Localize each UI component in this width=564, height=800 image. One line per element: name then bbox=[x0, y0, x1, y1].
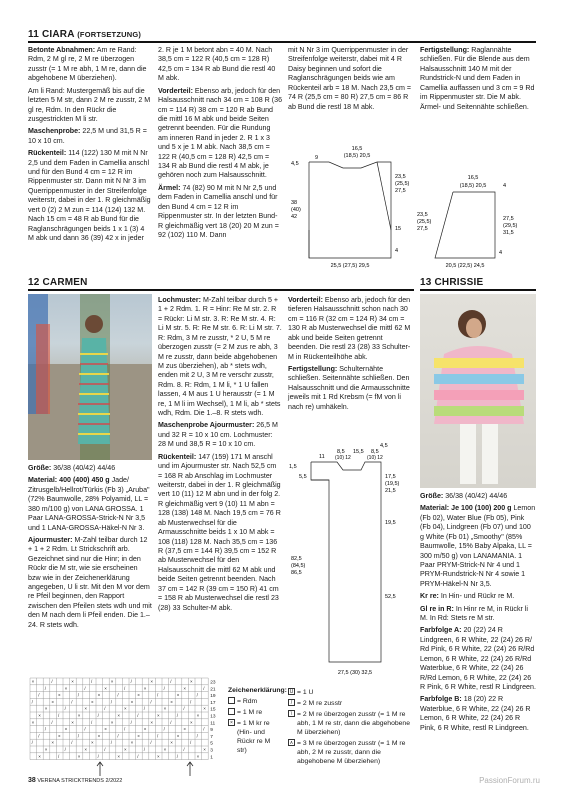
chart-cell-symbol: × bbox=[110, 679, 114, 684]
paragraph bbox=[158, 46, 282, 84]
paragraph-heading: Rückenteil: bbox=[28, 149, 67, 158]
chart-cell-symbol: × bbox=[71, 679, 74, 684]
paragraph-heading: Farbfolge A: bbox=[420, 626, 462, 635]
chart-cell-symbol: × bbox=[190, 679, 193, 684]
ciara-s1-left3: 42 bbox=[291, 214, 298, 220]
paragraph-heading: Größe: bbox=[420, 492, 444, 500]
chart-cell-symbol: / bbox=[130, 679, 132, 684]
chart-cell-symbol: / bbox=[170, 719, 172, 725]
chart-cell-symbol: / bbox=[31, 699, 33, 705]
chart-cell-symbol: × bbox=[143, 726, 147, 732]
chart-cell-symbol: × bbox=[84, 706, 88, 712]
magazine-name: VERENA STRICKTRENDS 2/2022 bbox=[37, 778, 123, 784]
legend-symbol-icon bbox=[228, 708, 235, 715]
chart-cell-symbol: × bbox=[124, 747, 127, 752]
chart-cell-symbol: × bbox=[84, 747, 88, 752]
chart-cell-symbol: / bbox=[143, 747, 146, 752]
carmen-s-11: 11 bbox=[319, 454, 325, 460]
chart-cell-symbol: × bbox=[196, 713, 200, 718]
carmen-s-l2: (84,5) bbox=[291, 563, 306, 569]
chart-cell-symbol: / bbox=[157, 692, 159, 698]
ciara-s1-top: 16,5 bbox=[351, 146, 363, 152]
paragraph-heading: Vorderteil: bbox=[158, 86, 193, 95]
paragraph bbox=[420, 492, 536, 501]
chart-arrow-right bbox=[97, 762, 103, 776]
chart-cell-symbol: / bbox=[84, 685, 86, 691]
paragraph bbox=[28, 87, 152, 125]
chart-cell-symbol: / bbox=[196, 692, 198, 698]
paragraph-heading: Material: 400 (400) 450 g bbox=[28, 476, 110, 485]
chart-cell-symbol: / bbox=[150, 699, 152, 705]
chart-cell-symbol: / bbox=[51, 719, 53, 725]
chart-row-number: 15 bbox=[210, 707, 216, 713]
paragraph-text: mit N Nr 3 im Querrippenmuster in der Streifenfolge weiterstr, dabei mit 4 R Daisy beginnen und sofort die Raglanschrägungen beids wie am Rückenteil arb = 18 M. Nach 23,5 cm = 74 R (25,5 cm = 80 R) 27,5 cm = 86 R ab Bund die restl 18 M abk. bbox=[288, 46, 412, 111]
chart-cell-symbol: / bbox=[71, 740, 73, 746]
paragraph-text: 22,5 M und 31,5 R = 10 x 10 cm. bbox=[28, 127, 147, 145]
paragraph-heading: Fertigstellung: bbox=[420, 46, 470, 54]
ciara-s2-right3: 31,5 bbox=[503, 230, 514, 236]
paragraph-heading: Ajourmuster: bbox=[28, 535, 73, 544]
divider-chrissie bbox=[420, 289, 536, 291]
paragraph bbox=[420, 592, 536, 601]
chart-cell-symbol: × bbox=[150, 719, 154, 725]
ciara-s1-left2: (40) bbox=[291, 207, 301, 213]
paragraph bbox=[420, 695, 536, 733]
chart-cell-symbol: × bbox=[157, 753, 160, 759]
paragraph bbox=[420, 626, 536, 692]
paragraph-text: Am li Rand: Mustergemäß bis auf die letzten 5 M str, dann 2 M re zusstr, 2 M gl re, Rdm. In den Rückr die zusgestrickten M li str. bbox=[28, 86, 151, 123]
chart-cell-symbol: / bbox=[38, 733, 40, 739]
legend-block-2 bbox=[288, 686, 412, 766]
chart-cell-symbol: / bbox=[190, 699, 192, 705]
paragraph-text: Lemon (Fb 02), Water Blue (Fb 05), Pink (Fb 04), Lindgreen (Fb 07) und 100 g White (Fb 01) „Smoothy" (85% Baumwolle, 15% Baby Alpaka, LL = 300 m/50 g) von LANAMANIA. 1 Paar PRYM-Strick-N Nr 4 und 1 PRYM-Rundstrick-N Nr 4 sowie 1 PRYM-Häkel-N Nr 3,5. bbox=[420, 504, 536, 588]
ciara-s1-right1: 23,5 bbox=[395, 174, 406, 180]
chrissie-column-1 bbox=[420, 492, 536, 736]
chart-cell-symbol: × bbox=[176, 692, 180, 698]
ciara-column-3 bbox=[288, 46, 412, 115]
chart-cell-symbol: / bbox=[124, 726, 126, 732]
chart-cell-symbol: / bbox=[58, 713, 60, 718]
chart-cell-symbol: × bbox=[117, 753, 121, 759]
paragraph bbox=[420, 605, 536, 624]
paragraph bbox=[420, 46, 536, 112]
chart-cell-symbol: × bbox=[137, 692, 140, 698]
chart-cell-symbol: × bbox=[170, 699, 173, 705]
chart-cell-symbol: / bbox=[31, 740, 33, 746]
carmen-s-r1: 17,5 bbox=[385, 474, 396, 480]
chart-arrow-left bbox=[187, 762, 193, 776]
legend-title: Zeichenerklärung: bbox=[228, 687, 287, 694]
chart-cell-symbol: / bbox=[110, 699, 113, 705]
paragraph-text: 74 (82) 90 M mit N Nr 2,5 und dem Faden in Camellia anschl und für den Bund 4 cm = 12 R im Rippenmuster str. In der letzten Bund-R gleichmäßig vert 18 (20) 20 M zun = 92 (102) 110 M. Dann bbox=[158, 183, 279, 240]
carmen-s-top2: 8,5 bbox=[337, 449, 345, 455]
ciara-column-2 bbox=[158, 46, 282, 243]
chart-cell-symbol: × bbox=[91, 740, 94, 746]
paragraph bbox=[28, 46, 152, 84]
chart-cell-symbol: / bbox=[170, 679, 172, 684]
chart-cell-symbol: × bbox=[183, 726, 187, 732]
chart-cell-symbol: × bbox=[38, 753, 41, 759]
ciara-s2-top: 16,5 bbox=[467, 175, 479, 181]
chart-cell-symbol: × bbox=[137, 733, 140, 739]
legend-block-1 bbox=[228, 686, 287, 755]
chart-cell-symbol: / bbox=[91, 679, 93, 684]
paragraph-heading: Fertigstellung: bbox=[288, 364, 338, 373]
chart-cell-symbol: / bbox=[190, 740, 192, 746]
chart-cell-symbol: × bbox=[130, 699, 134, 705]
chart-cell-symbol: × bbox=[117, 713, 121, 718]
ciara-column-4 bbox=[420, 46, 536, 115]
legend-text: = 1 M kr re (Hin- und Rückr re M str) bbox=[237, 720, 271, 755]
carmen-s-l3: 86,5 bbox=[291, 570, 302, 576]
chart-cell-symbol: / bbox=[51, 679, 53, 684]
legend-item bbox=[228, 697, 280, 706]
carmen-s-top1: 4,5 bbox=[380, 443, 388, 449]
ciara-s2-top-sub: (18,5) 20,5 bbox=[459, 183, 487, 189]
chart-cell-symbol: × bbox=[110, 719, 114, 725]
paragraph-text: 20 (22) 24 R Lindgreen, 6 R White, 22 (24) 26 R/ Rd Pink, 6 R White, 22 (24) 26 R/Rd Lemon, 6 R White, 22 (24) 26 R/Rd Waterblue, 6 R White, 22 (24) 26 R/Rd Lemon, 6 R White, 22 (24) 26 R Pink, 6 R White, restl R Lindgreen. bbox=[420, 626, 536, 692]
paragraph-heading: Vorderteil: bbox=[288, 296, 323, 304]
chart-cell-symbol: × bbox=[196, 753, 200, 759]
chart-cell-symbol: / bbox=[71, 699, 73, 705]
paragraph-heading: Größe: bbox=[28, 464, 52, 472]
paragraph bbox=[28, 476, 152, 533]
divider-top bbox=[28, 41, 536, 43]
legend-item bbox=[228, 719, 280, 755]
carmen-schematic bbox=[285, 440, 415, 680]
chart-cell-symbol: × bbox=[170, 740, 173, 746]
paragraph-text: 36/38 (40/42) 44/46 bbox=[51, 464, 116, 472]
chart-row-number: 9 bbox=[210, 728, 213, 734]
paragraph-text: 36/38 (40/42) 44/46 bbox=[443, 492, 508, 500]
ciara-s2-left2: (25,5) bbox=[417, 219, 432, 225]
legend-text: = 3 M re überzogen zusstr (= 1 M re abh, 2 M re zusstr, dann die abgehobene M überziehen) bbox=[297, 740, 406, 766]
chart-cell-symbol: × bbox=[77, 753, 81, 759]
chart-cell-symbol: / bbox=[137, 753, 139, 759]
paragraph bbox=[158, 184, 282, 241]
carmen-photo bbox=[28, 294, 152, 460]
ciara-s2-left3: 27,5 bbox=[417, 226, 428, 232]
chart-row-number: 5 bbox=[210, 741, 213, 747]
paragraph-text: 26,5 M und 32 R = 10 x 10 cm. Lochmuster: 28 M und 38,5 R = 10 x 10 cm. bbox=[158, 421, 278, 449]
paragraph bbox=[420, 504, 536, 589]
chart-cell-symbol: × bbox=[51, 699, 55, 705]
paragraph-text: Ebenso arb, jedoch für den Halsausschnitt nach 34 cm = 108 R (36 cm = 114 R) 38 cm = 120 R ab Bund die mittl 16 M abk und beide Seiten getrennt beenden. Für die Rundung am inneren Rand in jeder 2. R 1 x 3 und 5 x je 1 M abk. Nach 38,5 cm = 122 R (40,5 cm = 128 R) 42,5 cm = 134 R ab Bund die restl 4 M abk, je gehören noch zum Halsausschnitt. bbox=[158, 86, 283, 180]
chart-cell-symbol: × bbox=[183, 685, 187, 691]
legend-symbol-icon: ∧ bbox=[289, 740, 294, 747]
legend-item bbox=[228, 708, 280, 717]
page-number: 38 bbox=[28, 777, 36, 784]
chart-cell-symbol: × bbox=[190, 719, 193, 725]
legend-symbol-icon: U bbox=[289, 689, 294, 695]
chart-cell-symbol: × bbox=[71, 719, 74, 725]
ciara-s2-left1: 23,5 bbox=[417, 212, 428, 218]
chart-cell-symbol: × bbox=[130, 740, 134, 746]
ciara-back-schematic bbox=[285, 140, 415, 270]
chart-cell-symbol: × bbox=[104, 726, 107, 732]
chart-cell-symbol: / bbox=[143, 706, 146, 712]
paragraph bbox=[158, 453, 282, 613]
paragraph-heading: Gl re in R: bbox=[420, 604, 454, 613]
chart-cell-symbol: × bbox=[31, 679, 35, 684]
chart-cell-symbol: × bbox=[203, 706, 206, 712]
legend-text: = 1 M re bbox=[237, 709, 263, 717]
chart-cell-symbol: / bbox=[163, 726, 165, 732]
paragraph bbox=[28, 536, 152, 630]
paragraph-heading: Rückenteil: bbox=[158, 452, 197, 461]
chart-cell-symbol: / bbox=[77, 733, 80, 739]
ciara-s1-right2: (25,5) bbox=[395, 181, 410, 187]
paragraph-text: Schulternähte schließen. Seitennähte schließen. Den Halsausschnitt und die Armausschnitte jeweils mit 1 Rd Krebsm (= fM von li nach re) umhäkeln. bbox=[288, 364, 410, 411]
chart-cell-symbol: / bbox=[183, 706, 185, 712]
chart-row-number: 23 bbox=[210, 680, 216, 686]
ciara-s1-bottom: 25,5 (27,5) 29,5 bbox=[330, 263, 370, 269]
chart-cell-symbol: / bbox=[44, 685, 47, 691]
paragraph-text: M-Zahl teilbar durch 12 + 1 + 2 Rdm. Lt Strickschrift arb. Gezeichnet sind nur die Hinr; in den Rückr die M str, wie sie erscheinen bzw wie in der Zeichenerklärung angegeben, U li str. Mit den M vor dem re Pfeil beginnen, den Rapport zwischen den Pfeilen stets wdh und mit den M nach dem li Pfeil enden. Die 1.–24. R stets wdh. bbox=[28, 535, 152, 629]
chart-cell-symbol: / bbox=[150, 740, 152, 746]
chart-row-number: 1 bbox=[210, 755, 213, 761]
paragraph-heading: Maschenprobe Ajourmuster: bbox=[158, 421, 255, 430]
legend-text: = 2 M re überzogen zusstr (= 1 M re abh, 1 M re str, dann die abgehobene M überziehen) bbox=[297, 711, 410, 737]
ciara-s1-mid: 15 bbox=[395, 226, 402, 232]
ciara-s1-right3: 27,5 bbox=[395, 188, 406, 194]
carmen-s-r3: 21,5 bbox=[385, 488, 396, 494]
chart-cell-symbol: / bbox=[117, 692, 119, 698]
carmen-s-r4: 19,5 bbox=[385, 520, 396, 526]
paragraph bbox=[158, 87, 282, 181]
paragraph-text: 18 (20) 22 R Waterblue, 6 R White, 22 (24) 26 R Lemon, 6 R White, 22 (24) 26 R Pink, 6 R White, restl R Lindgreen. bbox=[420, 695, 531, 732]
paragraph-text: Ebenso arb, jedoch für den tieferen Halsausschnitt schon nach 30 cm = 116 R (32 cm = 124 R) 34 cm = 130 R ab Musterwechsel die mittl 62 M abk und beide Seiten getrennt beenden. Die restl 23 (28) 33 Schulter-M in Rückenteilhöhe abk. bbox=[288, 296, 411, 361]
legend-text: = 2 M re zusstr bbox=[297, 700, 343, 708]
paragraph-heading: Betonte Abnahmen: bbox=[28, 46, 96, 54]
carmen-s-r5: 52,5 bbox=[385, 594, 396, 600]
carmen-s-bottom: 27,5 (30) 32,5 bbox=[337, 670, 373, 676]
chart-cell-symbol: × bbox=[91, 699, 94, 705]
chart-cell-symbol: / bbox=[91, 719, 93, 725]
divider-carmen bbox=[28, 289, 414, 291]
chart-cell-symbol: / bbox=[203, 726, 205, 732]
chart-cell-symbol: / bbox=[130, 719, 132, 725]
legend-item bbox=[288, 699, 412, 708]
chart-cell-symbol: × bbox=[203, 747, 206, 752]
paragraph bbox=[158, 421, 282, 449]
knitting-chart bbox=[28, 676, 228, 779]
ciara-s1-a: 9 bbox=[315, 155, 319, 161]
paragraph bbox=[28, 464, 152, 473]
chart-cell-symbol: / bbox=[38, 692, 40, 698]
paragraph-text: Jade/ Zitrusgelb/Hellrot/Türkis (Fb 3) „Aruba" (72% Baumwolle, 28% Polyamid, LL = 380 m/100 g) von LANA GROSSA. 1 Paar LANA-GROSSA-Strick-N Nr 3,5 und 1 LANA-GROSSA-Häkel-N Nr 3. bbox=[28, 476, 150, 532]
paragraph bbox=[288, 296, 412, 362]
legend-symbol-icon: / bbox=[288, 699, 295, 706]
chart-cell-symbol: × bbox=[97, 733, 101, 739]
chart-cell-symbol: / bbox=[196, 733, 198, 739]
chart-cell-symbol: × bbox=[77, 713, 81, 718]
carmen-s-top2s: (10) 12 bbox=[335, 455, 351, 461]
paragraph bbox=[28, 127, 152, 146]
carmen-column-1 bbox=[28, 464, 152, 633]
chart-cell-symbol: / bbox=[104, 706, 106, 712]
carmen-s-top3: 15,5 bbox=[353, 449, 364, 455]
paragraph bbox=[158, 296, 282, 418]
paragraph-heading: Material: Je 100 (100) 200 g bbox=[420, 504, 512, 513]
carmen-s-top4s: (10) 12 bbox=[367, 455, 383, 461]
chart-cell-symbol: / bbox=[104, 747, 106, 752]
watermark: PassionForum.ru bbox=[479, 776, 540, 785]
section-title-ciara: 11 CIARA (FORTSETZUNG) bbox=[28, 29, 142, 40]
chart-cell-symbol: × bbox=[64, 685, 68, 691]
carmen-s-15: 1,5 bbox=[289, 464, 297, 470]
ciara-s2-mark: 4 bbox=[499, 250, 503, 256]
paragraph-heading: Farbfolge B: bbox=[420, 695, 462, 704]
paragraph-text: M-Zahl teilbar durch 5 + 1 + 2 Rdm. 1. R = Hinr: Re M str. 2. R = Rückr: Li M str. 3. R: Re M str. 4. R: Li M str. 5. R: Re M str. 6. R: Li M str. 7. R: Rdm, 3 M re zusstr, * 2 U, 5 M re überzogen zusstr (= 2 M zus re abh, 3 M re zusstr, dann beide abgehobenen M zus überziehen), ab * stets wdh, enden mit 2 U, 3 M re verschr zusstr, Rdm. 8. R: Rdm, 1 M li, * 1 U fallen lassen, 4 M aus 1 U herausstr (= 1 M re, 1 M li im Wechsel), 1 M li, ab * stets wdh, Rdm. Die 1.–8. R stets wdh. bbox=[158, 296, 282, 418]
carmen-column-2 bbox=[158, 296, 282, 616]
carmen-s-top4: 8,5 bbox=[371, 449, 379, 455]
legend-symbol-icon: \ bbox=[288, 710, 295, 717]
legend-item bbox=[288, 688, 412, 697]
paragraph-text: Am re Rand: Rdm, 2 M gl re, 2 M re überzogen zusstr (= 1 M re abh, 1 M re, dann die abgehobene M überziehen). bbox=[28, 46, 147, 83]
paragraph-text: 147 (159) 171 M anschl und im Ajourmuster str. Nach 52,5 cm = 168 R ab Anschlag im Lochmuster weiterstr, dabei in der 1. R gleichmäßig vert 10 (11) 12 M abn und in der folg 2. R gleichmäßig vert 9 (10) 11 M abn = 128 (138) 148 M. Nach 19,5 cm = 76 R ab Musterwechsel für die Armausschnitte beids 1 x 10 M abk = 108 (118) 128 M. Nach 35,5 cm = 136 R (37,5 cm = 144 R) 39,5 cm = 152 R ab Musterwechsel für den Halsausschnitt die mittl 62 M abk und beide Seiten getrennt beenden. Nach 37 cm = 142 R (39 cm = 150 R) 41 cm = 158 R ab Musterwechsel die restl 23 (28) 33 Schulter-M abk. bbox=[158, 452, 281, 612]
chart-cell-symbol: / bbox=[117, 733, 119, 739]
chart-cell-symbol: / bbox=[97, 753, 99, 759]
legend-item bbox=[288, 739, 412, 766]
carmen-s-l1: 82,5 bbox=[291, 556, 302, 562]
chart-cell-symbol: / bbox=[44, 726, 47, 732]
ciara-s2-right2: (29,5) bbox=[503, 223, 518, 229]
chart-cell-symbol: × bbox=[58, 733, 61, 739]
carmen-s-55: 5,5 bbox=[299, 474, 307, 480]
chart-row-number: 7 bbox=[210, 734, 213, 740]
paragraph-text: In Hin- und Rückr re M. bbox=[438, 592, 515, 601]
chart-cell-symbol: × bbox=[157, 713, 160, 718]
paragraph-heading: Maschenprobe: bbox=[28, 127, 81, 136]
chart-cell-symbol: × bbox=[38, 713, 41, 718]
chart-cell-symbol: / bbox=[84, 726, 86, 732]
paragraph-text: 2. R je 1 M betont abn = 40 M. Nach 38,5 cm = 122 R (40,5 cm = 128 R) 42,5 cm = 134 R ab Bund die restl 40 M abk. bbox=[158, 46, 276, 83]
chart-row-number: 19 bbox=[210, 694, 216, 700]
chart-cell-symbol: × bbox=[51, 740, 55, 746]
paragraph bbox=[28, 149, 152, 243]
chart-cell-symbol: × bbox=[163, 706, 167, 712]
chart-row-number: 17 bbox=[210, 700, 216, 706]
chart-row-number: 3 bbox=[210, 748, 213, 754]
chart-cell-symbol: / bbox=[176, 713, 179, 718]
paragraph-heading: Ärmel: bbox=[158, 183, 181, 192]
ciara-s2-bottom: 20,5 (22,5) 24,5 bbox=[445, 263, 485, 269]
paragraph-text: Raglannähte schließen. Für die Blende aus dem Halsausschnitt 140 M mit der Rundstrick-N und dem Faden in Camellia auffassen und 3 cm = 9 Rd im Rippenmuster str. Die M abk. Ärmel- und Seitennähte schließen. bbox=[420, 46, 535, 111]
ciara-s2-a: 4 bbox=[503, 183, 507, 189]
chart-cell-symbol: × bbox=[143, 685, 147, 691]
legend-text: = Rdm bbox=[237, 698, 258, 706]
legend-symbol-icon: × bbox=[228, 719, 235, 726]
paragraph-heading: Lochmuster: bbox=[158, 296, 201, 304]
chart-cell-symbol: / bbox=[64, 706, 66, 712]
ciara-s1-mark: 4 bbox=[395, 248, 399, 254]
chart-cell-symbol: × bbox=[31, 719, 35, 725]
ciara-sleeve-schematic bbox=[415, 170, 540, 270]
section-title-carmen: 12 CARMEN bbox=[28, 277, 88, 288]
footer bbox=[28, 776, 122, 785]
chart-cell-symbol: / bbox=[183, 747, 185, 752]
chart-cell-symbol: × bbox=[44, 706, 48, 712]
chart-cell-symbol: × bbox=[44, 747, 48, 752]
chart-cell-symbol: × bbox=[150, 679, 154, 684]
chart-cell-symbol: × bbox=[104, 685, 107, 691]
legend-symbol-icon bbox=[228, 697, 235, 704]
chart-cell-symbol: × bbox=[97, 692, 101, 698]
chart-cell-symbol: / bbox=[163, 685, 165, 691]
ciara-s2-right1: 27,5 bbox=[503, 216, 514, 222]
paragraph bbox=[288, 46, 412, 112]
paragraph bbox=[288, 365, 412, 412]
paragraph-text: 114 (122) 130 M mit N Nr 2,5 und dem Faden in Camellia anschl und für den Bund 4 cm = 12 R im Rippenmuster str. Dann mit N Nr 3 im Querrippenmuster in der Streifenfolge weiterstr, dabei in der 1. R gleichmäßig vert 0 (2) 2 M zun = 114 (124) 132 M. Nach 15 cm = 48 R ab Bund für die Raglanschrägungen beids 1 x 1 (3) 4 M abk und dann 36 (39) 42 x in jeder bbox=[28, 149, 151, 243]
chart-cell-symbol: × bbox=[176, 733, 180, 739]
chart-cell-symbol: × bbox=[58, 692, 61, 698]
chart-row-number: 11 bbox=[210, 721, 216, 727]
chart-cell-symbol: × bbox=[124, 706, 127, 712]
ciara-s1-top-sub: (18,5) 20,5 bbox=[343, 153, 371, 159]
chart-cell-symbol: / bbox=[110, 740, 113, 746]
chart-cell-symbol: × bbox=[64, 726, 68, 732]
chart-cell-symbol: / bbox=[176, 753, 179, 759]
ciara-column-1 bbox=[28, 46, 152, 246]
chart-cell-symbol: / bbox=[97, 713, 99, 718]
chart-cell-symbol: / bbox=[64, 747, 66, 752]
chart-cell-symbol: / bbox=[157, 733, 159, 739]
chart-cell-symbol: / bbox=[77, 692, 80, 698]
chart-cell-symbol: × bbox=[163, 747, 167, 752]
chart-cell-symbol: / bbox=[137, 713, 139, 718]
chart-cell-symbol: / bbox=[203, 685, 205, 691]
paragraph-text: In Hinr re M, in Rückr li M. In Rd: Stets re M str. bbox=[420, 604, 529, 623]
chrissie-photo bbox=[420, 294, 536, 488]
ciara-s1-b: 4,5 bbox=[291, 161, 299, 167]
carmen-s-r2: (19,5) bbox=[385, 481, 400, 487]
legend-item bbox=[288, 710, 412, 737]
carmen-column-3 bbox=[288, 296, 412, 415]
paragraph-heading: Kr re: bbox=[420, 592, 439, 601]
ciara-s1-left: 38 bbox=[291, 200, 298, 206]
chart-row-number: 13 bbox=[210, 714, 216, 720]
chart-cell-symbol: / bbox=[58, 753, 60, 759]
legend-text: = 1 U bbox=[297, 689, 314, 696]
chart-cell-symbol: / bbox=[124, 685, 126, 691]
section-title-chrissie: 13 CHRISSIE bbox=[420, 277, 484, 288]
chart-row-number: 21 bbox=[210, 687, 216, 693]
